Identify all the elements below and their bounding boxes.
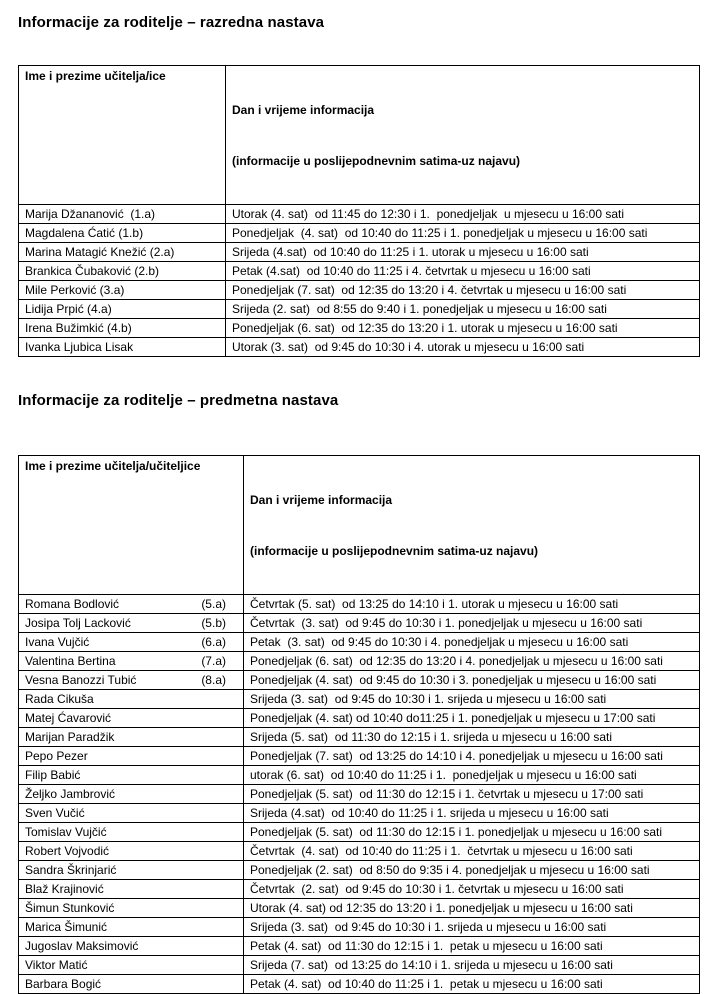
teacher-name-cell: [19, 224, 226, 243]
teacher-name-cell: [19, 899, 244, 918]
teacher-name: Pepo Pezer: [25, 748, 88, 763]
class-label: (6.a): [201, 634, 226, 649]
class-label: (5.b): [201, 615, 226, 630]
header-row: [19, 456, 700, 595]
teacher-name-wrap: [25, 615, 239, 632]
section-title-predmetna: Informacije za roditelje – predmetna nastava: [18, 392, 339, 409]
teacher-name-wrap: [25, 786, 239, 803]
teacher-name-cell: [19, 690, 244, 709]
info-cell: Srijeda (4.sat) od 10:40 do 11:25 i 1. utorak u mjesecu u 16:00 sati: [226, 243, 700, 262]
teacher-name: Mile Perković (3.a): [25, 282, 125, 297]
info-cell: Ponedjeljak (5. sat) od 11:30 do 12:15 i 1. ponedjeljak u mjesecu u 16:00 sati: [244, 823, 700, 842]
info-cell: Petak (4. sat) od 11:30 do 12:15 i 1. petak u mjesecu u 16:00 sati: [244, 937, 700, 956]
table-row: [19, 633, 700, 652]
table-row: [19, 918, 700, 937]
teacher-name-cell: [19, 281, 226, 300]
teacher-name-wrap: [25, 653, 239, 670]
table-row: [19, 652, 700, 671]
table-row: [19, 281, 700, 300]
table-body: [19, 595, 700, 994]
teacher-name-cell: [19, 861, 244, 880]
table-row: [19, 842, 700, 861]
table-row: [19, 747, 700, 766]
teacher-name-wrap: [25, 206, 221, 223]
teacher-name-wrap: [25, 672, 239, 689]
table-razredna-nastava: [18, 65, 700, 357]
teacher-name-wrap: [25, 729, 239, 746]
column-header-info: [244, 456, 700, 595]
teacher-name-wrap: [25, 710, 239, 727]
column-header-info-line1: Dan i vrijeme informacija: [250, 493, 393, 507]
table-row: [19, 975, 700, 994]
teacher-name-cell: [19, 319, 226, 338]
info-cell: Četvrtak (5. sat) od 13:25 do 14:10 i 1. utorak u mjesecu u 16:00 sati: [244, 595, 700, 614]
info-cell: Ponedjeljak (4. sat) od 10:40 do 11:25 i 1. ponedjeljak u mjesecu u 16:00 sati: [226, 224, 700, 243]
info-cell: Ponedjeljak (4. sat) od 10:40 do11:25 i 1. ponedjeljak u mjesecu u 17:00 sati: [244, 709, 700, 728]
info-cell: Ponedjeljak (2. sat) od 8:50 do 9:35 i 4. ponedjeljak u mjesecu u 16:00 sati: [244, 861, 700, 880]
info-cell: Ponedjeljak (6. sat) od 12:35 do 13:20 i 1. utorak u mjesecu u 16:00 sati: [226, 319, 700, 338]
teacher-name-cell: [19, 728, 244, 747]
teacher-name: Lidija Prpić (4.a): [25, 301, 112, 316]
info-cell: Srijeda (5. sat) od 11:30 do 12:15 i 1. srijeda u mjesecu u 16:00 sati: [244, 728, 700, 747]
teacher-name-cell: [19, 243, 226, 262]
teacher-name-wrap: [25, 805, 239, 822]
info-cell: Srijeda (2. sat) od 8:55 do 9:40 i 1. ponedjeljak u mjesecu u 16:00 sati: [226, 300, 700, 319]
teacher-name-cell: [19, 671, 244, 690]
column-header-name: Ime i prezime učitelja/ice: [19, 66, 226, 205]
info-cell: Četvrtak (4. sat) od 10:40 do 11:25 i 1. četvrtak u mjesecu u 16:00 sati: [244, 842, 700, 861]
teacher-name-wrap: [25, 634, 239, 651]
teacher-name-wrap: [25, 225, 221, 242]
teacher-name-cell: [19, 823, 244, 842]
table-row: [19, 728, 700, 747]
teacher-name: Ivana Vujčić: [25, 634, 90, 649]
teacher-name-wrap: [25, 282, 221, 299]
info-cell: Utorak (3. sat) od 9:45 do 10:30 i 4. utorak u mjesecu u 16:00 sati: [226, 338, 700, 357]
info-cell: Srijeda (4.sat) od 10:40 do 11:25 i 1. srijeda u mjesecu u 16:00 sati: [244, 804, 700, 823]
table-row: [19, 880, 700, 899]
info-cell: Ponedjeljak (7. sat) od 12:35 do 13:20 i 4. četvrtak u mjesecu u 16:00 sati: [226, 281, 700, 300]
teacher-name-cell: [19, 300, 226, 319]
table-row: [19, 319, 700, 338]
info-cell: Četvrtak (2. sat) od 9:45 do 10:30 i 1. četvrtak u mjesecu u 16:00 sati: [244, 880, 700, 899]
teacher-name-cell: [19, 937, 244, 956]
table-row: [19, 937, 700, 956]
table-row: [19, 709, 700, 728]
table-row: [19, 243, 700, 262]
teacher-name-wrap: [25, 691, 239, 708]
teacher-name: Šimun Stunković: [25, 900, 115, 915]
teacher-name-cell: [19, 842, 244, 861]
table-row: [19, 614, 700, 633]
info-cell: Ponedjeljak (7. sat) od 13:25 do 14:10 i 4. ponedjeljak u mjesecu u 16:00 sati: [244, 747, 700, 766]
table-body: [19, 205, 700, 357]
table-row: [19, 338, 700, 357]
teacher-name-wrap: [25, 339, 221, 356]
teacher-name: Barbara Bogić: [25, 976, 102, 991]
table-row: [19, 224, 700, 243]
teacher-name: Filip Babić: [25, 767, 81, 782]
teacher-name: Tomislav Vujčić: [25, 824, 107, 839]
info-cell: Petak (3. sat) od 9:45 do 10:30 i 4. ponedjeljak u mjesecu u 16:00 sati: [244, 633, 700, 652]
column-header-info-line2: (informacije u poslijepodnevnim satima-uz najavu): [232, 154, 521, 168]
teacher-name-cell: [19, 804, 244, 823]
teacher-name-wrap: [25, 320, 221, 337]
table-row: [19, 262, 700, 281]
teacher-name-wrap: [25, 748, 239, 765]
table-row: [19, 766, 700, 785]
info-cell: Ponedjeljak (4. sat) od 9:45 do 10:30 i 3. ponedjeljak u mjesecu u 16:00 sati: [244, 671, 700, 690]
teacher-name: Viktor Matić: [25, 957, 88, 972]
teacher-name-wrap: [25, 596, 239, 613]
teacher-name-cell: [19, 262, 226, 281]
teacher-name: Željko Jambrović: [25, 786, 116, 801]
teacher-name-wrap: [25, 900, 239, 917]
teacher-name: Irena Bužimkić (4.b): [25, 320, 132, 335]
teacher-name: Marija Džananović (1.a): [25, 206, 156, 221]
info-cell: Petak (4. sat) od 10:40 do 11:25 i 1. petak u mjesecu u 16:00 sati: [244, 975, 700, 994]
teacher-name: Blaž Krajinović: [25, 881, 104, 896]
teacher-name-wrap: [25, 919, 239, 936]
teacher-name-cell: [19, 975, 244, 994]
teacher-name-cell: [19, 652, 244, 671]
column-header-info: [226, 66, 700, 205]
teacher-name: Romana Bodlović: [25, 596, 120, 611]
teacher-name-wrap: [25, 957, 239, 974]
column-header-info-line1: Dan i vrijeme informacija: [232, 103, 375, 117]
class-label: (8.a): [201, 672, 226, 687]
teacher-name-wrap: [25, 824, 239, 841]
teacher-name: Marina Matagić Knežić (2.a): [25, 244, 175, 259]
table-row: [19, 785, 700, 804]
teacher-name-cell: [19, 956, 244, 975]
info-cell: Ponedjeljak (5. sat) od 11:30 do 12:15 i 1. četvrtak u mjesecu u 17:00 sati: [244, 785, 700, 804]
teacher-name-cell: [19, 785, 244, 804]
info-cell: Srijeda (7. sat) od 13:25 do 14:10 i 1. srijeda u mjesecu u 16:00 sati: [244, 956, 700, 975]
teacher-name-wrap: [25, 301, 221, 318]
teacher-name: Ivanka Ljubica Lisak: [25, 339, 134, 354]
info-cell: Utorak (4. sat) od 11:45 do 12:30 i 1. ponedjeljak u mjesecu u 16:00 sati: [226, 205, 700, 224]
teacher-name-wrap: [25, 938, 239, 955]
class-label: (7.a): [201, 653, 226, 668]
teacher-name-cell: [19, 633, 244, 652]
teacher-name: Marijan Paradžik: [25, 729, 115, 744]
teacher-name-cell: [19, 205, 226, 224]
header-row: [19, 66, 700, 205]
teacher-name-wrap: [25, 767, 239, 784]
info-cell: Četvrtak (3. sat) od 9:45 do 10:30 i 1. ponedjeljak u mjesecu u 16:00 sati: [244, 614, 700, 633]
teacher-name: Josipa Tolj Lacković: [25, 615, 131, 630]
teacher-name-cell: [19, 766, 244, 785]
table-row: [19, 899, 700, 918]
teacher-name: Sandra Škrinjarić: [25, 862, 117, 877]
teacher-name-cell: [19, 595, 244, 614]
section-title-razredna: Informacije za roditelje – razredna nastava: [18, 14, 325, 31]
teacher-name-cell: [19, 709, 244, 728]
class-label: (5.a): [201, 596, 226, 611]
teacher-name-wrap: [25, 843, 239, 860]
teacher-name: Marica Šimunić: [25, 919, 108, 934]
table-predmetna-nastava: [18, 455, 700, 994]
teacher-name-cell: [19, 918, 244, 937]
info-cell: Srijeda (3. sat) od 9:45 do 10:30 i 1. srijeda u mjesecu u 16:00 sati: [244, 918, 700, 937]
teacher-name-wrap: [25, 881, 239, 898]
teacher-name-cell: [19, 747, 244, 766]
teacher-name: Brankica Čubaković (2.b): [25, 263, 160, 278]
info-cell: utorak (6. sat) od 10:40 do 11:25 i 1. ponedjeljak u mjesecu u 16:00 sati: [244, 766, 700, 785]
info-cell: Utorak (4. sat) od 12:35 do 13:20 i 1. ponedjeljak u mjesecu u 16:00 sati: [244, 899, 700, 918]
teacher-name-cell: [19, 614, 244, 633]
teacher-name: Robert Vojvodić: [25, 843, 110, 858]
teacher-name-cell: [19, 880, 244, 899]
teacher-name: Valentina Bertina: [25, 653, 116, 668]
table-header: [19, 456, 700, 595]
teacher-name: Matej Ćavarović: [25, 710, 112, 725]
teacher-name-cell: [19, 338, 226, 357]
info-cell: Ponedjeljak (6. sat) od 12:35 do 13:20 i 4. ponedjeljak u mjesecu u 16:00 sati: [244, 652, 700, 671]
info-cell: Petak (4.sat) od 10:40 do 11:25 i 4. četvrtak u mjesecu u 16:00 sati: [226, 262, 700, 281]
teacher-name: Sven Vučić: [25, 805, 85, 820]
teacher-name-wrap: [25, 263, 221, 280]
teacher-name: Jugoslav Maksimović: [25, 938, 139, 953]
table-row: [19, 956, 700, 975]
teacher-name: Vesna Banozzi Tubić: [25, 672, 137, 687]
table-row: [19, 861, 700, 880]
table-row: [19, 823, 700, 842]
table-row: [19, 595, 700, 614]
column-header-info-line2: (informacije u poslijepodnevnim satima-uz najavu): [250, 544, 539, 558]
info-cell: Srijeda (3. sat) od 9:45 do 10:30 i 1. srijeda u mjesecu u 16:00 sati: [244, 690, 700, 709]
teacher-name: Rada Cikuša: [25, 691, 94, 706]
column-header-name: Ime i prezime učitelja/učiteljice: [19, 456, 244, 595]
table-row: [19, 804, 700, 823]
teacher-name-wrap: [25, 862, 239, 879]
teacher-name-wrap: [25, 244, 221, 261]
teacher-name-wrap: [25, 976, 239, 993]
table-row: [19, 300, 700, 319]
table-row: [19, 205, 700, 224]
teacher-name: Magdalena Ćatić (1.b): [25, 225, 144, 240]
table-row: [19, 671, 700, 690]
table-row: [19, 690, 700, 709]
table-header: [19, 66, 700, 205]
